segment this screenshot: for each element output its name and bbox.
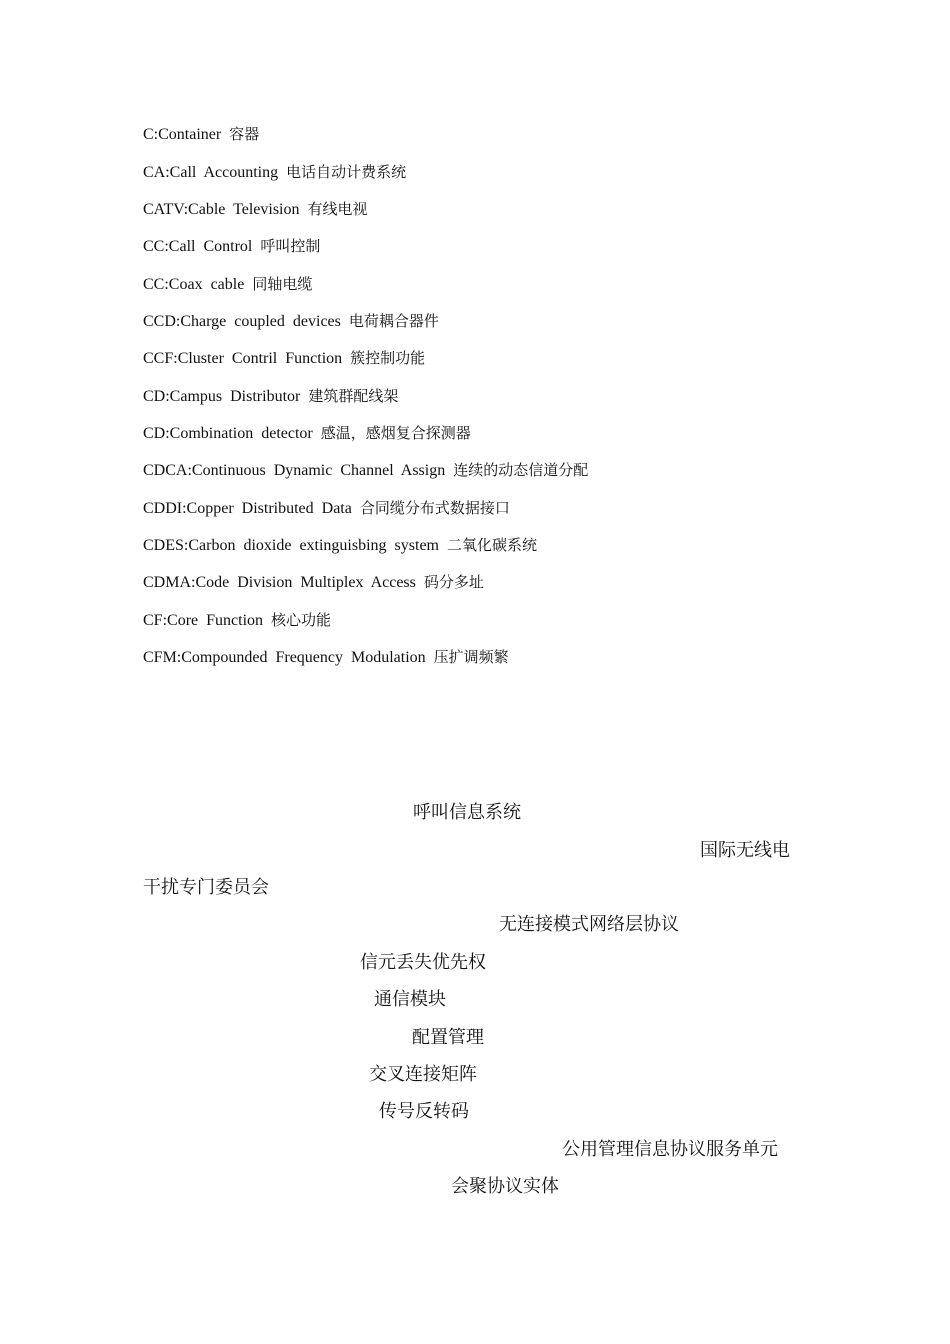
glossary-entry — [143, 647, 509, 668]
text-fragment: 配置管理 — [412, 1027, 484, 1048]
entry-term: CC:Coax cable — [143, 276, 245, 293]
entry-term: CC:Call Control — [143, 238, 253, 255]
glossary-entry — [143, 236, 320, 257]
entry-translation: 码分多址 — [423, 573, 484, 591]
entry-translation: 容器 — [229, 125, 260, 143]
entry-translation: 二氧化碳系统 — [447, 536, 538, 554]
glossary-entry — [143, 535, 537, 556]
entry-term: CCD:Charge coupled devices — [143, 313, 341, 330]
entry-translation: 呼叫控制 — [260, 237, 321, 255]
entry-translation: 压扩调频繁 — [433, 648, 509, 666]
text-fragment: 呼叫信息系统 — [413, 802, 521, 823]
entry-term: CF:Core Function — [143, 612, 264, 629]
text-fragment: 通信模块 — [374, 989, 446, 1010]
entry-term: CD:Campus Distributor — [143, 388, 301, 405]
entry-translation: 感温，感烟复合探测器 — [320, 424, 471, 442]
entry-term: CFM:Compounded Frequency Modulation — [143, 649, 426, 666]
glossary-entry — [143, 423, 471, 444]
entry-translation: 电话自动计费系统 — [286, 163, 407, 181]
glossary-entry — [143, 572, 484, 593]
entry-term: CD:Combination detector — [143, 425, 313, 442]
entry-term: CATV:Cable Television — [143, 201, 300, 218]
text-fragment: 会聚协议实体 — [451, 1176, 559, 1197]
glossary-entry — [143, 610, 331, 631]
glossary-entry — [143, 460, 588, 481]
glossary-entry — [143, 124, 259, 145]
entry-term: CA:Call Accounting — [143, 164, 279, 181]
glossary-entry — [143, 162, 406, 183]
glossary-entry — [143, 498, 510, 519]
glossary-entry — [143, 274, 312, 295]
entry-translation: 同轴电缆 — [252, 275, 313, 293]
entry-translation: 核心功能 — [271, 611, 332, 629]
text-fragment: 国际无线电 — [700, 840, 790, 861]
glossary-entry — [143, 311, 439, 332]
entry-translation: 有线电视 — [307, 200, 368, 218]
glossary-entry — [143, 348, 425, 369]
text-fragment: 信元丢失优先权 — [360, 952, 486, 973]
entry-term: CDCA:Continuous Dynamic Channel Assign — [143, 462, 446, 479]
entry-term: CCF:Cluster Contril Function — [143, 350, 343, 367]
entry-term: CDDI:Copper Distributed Data — [143, 500, 352, 517]
glossary-entry — [143, 386, 398, 407]
text-fragment: 干扰专门委员会 — [143, 877, 269, 898]
entry-translation: 电荷耦合器件 — [348, 312, 439, 330]
text-fragment: 交叉连接矩阵 — [369, 1064, 477, 1085]
entry-term: CDMA:Code Division Multiplex Access — [143, 574, 416, 591]
text-fragment: 无连接模式网络层协议 — [499, 914, 679, 935]
entry-term: CDES:Carbon dioxide extinguisbing system — [143, 537, 439, 554]
entry-term: C:Container — [143, 126, 222, 143]
entry-translation: 连续的动态信道分配 — [453, 461, 589, 479]
entry-translation: 簇控制功能 — [350, 349, 426, 367]
text-fragment: 传号反转码 — [379, 1101, 469, 1122]
glossary-entry — [143, 199, 368, 220]
text-fragment: 公用管理信息协议服务单元 — [562, 1139, 778, 1160]
entry-translation: 建筑群配线架 — [308, 387, 399, 405]
entry-translation: 合同缆分布式数据接口 — [359, 499, 510, 517]
